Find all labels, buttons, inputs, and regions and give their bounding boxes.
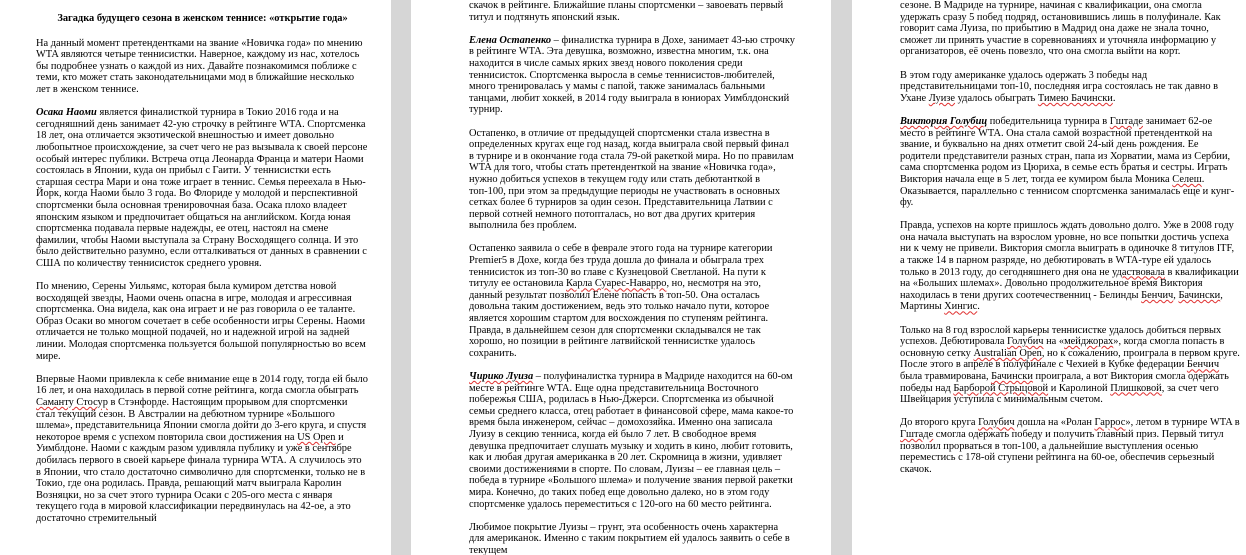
spellcheck-word[interactable]: Бенчич [1141,289,1174,301]
osaka-name: Осака Наоми [36,107,97,119]
ostapenko-paragraph-2: Остапенко, в отличие от предыдущей спортсменки стала известна в определенных кругах еще год назад, когда выиграла свой первый финал в турнире и в окончание года стала 79-ой ракеткой мира. Но по правилам WTA для того, чтобы стать претенденткой на звание «Новичка года», нужно добиться успехов в текущем году или стать дебютанткой в топ-100, при этом за предыдущие периоды не участвовать в основных сетках более 6 турниров за один сезон. Представительница Латвии с первой сотней немного потопталась, но вот два других критерия выполнила без проблем. [469,127,794,232]
golubic-name: Виктория Голубиц [900,115,988,127]
spellcheck-word[interactable]: Тимею Бачински [1037,92,1113,104]
puig-name[interactable]: Чирико Луиза [469,371,534,382]
osaka-paragraph-3: Впервые Наоми привлекла к себе внимание еще в 2014 году, тогда ей было 16 лет, и она находилась в первой сотне рейтинга, когда смогла обыграть Саманту Стосур в Стэнфорде. Настоящим прорывом для спортсменки стал текущий сезон. В Австралии на дебютном турнире «Большого шлема», представительница Японии смогла дойти до 3-его круга, и спустя некоторое время с успехом повторила свои достижения на US Open и Уимблдоне. Наоми с каждым разом удивляла публику и уже в сентябре добилась первого в своей карьере финала турнира WTA. А случилось это в Японии, что стало достаточно символично для спортсменки, только не в Токио, где она родилась. Правда, решающий матч выиграла Каролин Возняцки, но за счет этого турнира Осаки с 205-ого места с января текущего года в мировой классификации передвинулась на 42-ое, а это достаточно стремительный [36,373,368,524]
spellcheck-word[interactable]: Хингис [944,301,978,313]
ostapenko-name: Елена Остапенко [469,34,552,46]
spellcheck-word[interactable]: Бачински [1178,289,1221,301]
osaka-paragraph-1: Осака Наоми является финалисткой турнира в Токио 2016 года и на сегодняшний день занимает 42-ую строчку в рейтинге WTA. Спортсменка 18 лет, она отличается экзотической внешностью и имеет довольно любопытное происхождение, за счет чего не раз вызывала к своей персоне особый интерес публики. Встреча отца Леонарда Франца и матери Наоми состоялась в Японии, куда он прибыл с Гаити. У теннисистки есть старшая сестра Мари и она тоже играет в теннис. Семья переехала в Нью-Йорк, когда Наоми было 3 года. Во Флориде у молодой и перспективной спортсменки была основная тренировочная база. Осака плохо владеет японским языком и предпочитает общаться на английском. Когда юная спортсменка подавала первые надежды, ее отец, настоял на смене фамилии, чтобы Наоми выступала за Страну Восходящего солнца. И это было действительно разумно, если отталкиваться от данных в сравнении с США по количеству теннисисток среднего уровня. [36,107,368,269]
golubic-paragraph-2: Правда, успехов на корте пришлось ждать довольно долго. Уже в 2008 году она начала выступать на взрослом уровне, но все попытки достичь успеха ни к чему не привели. Виктория смогла выиграть в одиночке 8 титулов ITF, а также 14 в парном разряде, но дебютировать в WTA-туре ей удалось только в 2013 году, до сегодняшнего дня она не удаствовала в квалификации на «Больших шлемах». Довольно продолжительное время Виктория находилась в тени других соотечественниц - Белинды Бенчич, Бачински, Мартины Хингис. [900,220,1239,313]
intro-paragraph: На данный момент претендентками на звание «Новичка года» по мнению WTA являются четыре теннисистки. Наверное, каждому из нас, хотелось бы подробнее узнать о каждой из них. Давайте познакомимся поближе с теми, кто может стать законодательницами мод в ближайшие несколько лет в женском теннисе. [36,37,363,95]
ostapenko-paragraph-1: Елена Остапенко – финалистка турнира в Дохе, занимает 43-ью строчку в рейтинге WTA. Эта девушка, возможно, известна многим, т.к. она находится в числе самых ярких звезд нового поколения среди теннисисток. Спортсменка выросла в семье теннисистов-любителей, много тренировалась у мамы с папой, также занималась бальными танцами, любит хоккей, в 2014 году выиграла в юниорах Уимблдонский турнир. [469,34,795,116]
article-title: Загадка будущего сезона в женском теннисе: «открытие года» [57,13,348,24]
golubic-paragraph-3: Только на 8 год взрослой карьеры теннисистке удалось добиться первых успехов. Дебютировала Голубич на «мейджорах», когда смогла попасть в основную сетку Australian Open, но к сожалению, проиграла в первом круге. После этого в апреле в полуфинале с Чехией в Кубке федерации Бенчич была травмирована, Бачински проиграла, а вот Виктория смогла одержать победы над Барборой Стрыцовой и Каролиной Плишковой, за счет чего Швейцария уступила с минимальным счетом. [900,324,1240,406]
spellcheck-word[interactable]: Барборой Стрыцовой [953,382,1049,394]
puig-paragraph-3: В этом году американке удалось одержать 3 победы над представительницами топ-10, последняя игра состоялась не так давно в Ухане Луизе удалось обыграть Тимею Бачински. [900,69,1219,104]
spellcheck-word[interactable]: Плишковой [1110,382,1162,394]
spellcheck-word[interactable]: Бенчич [1186,359,1220,371]
spellcheck-word[interactable]: Гштаде [900,428,934,440]
spellcheck-word[interactable]: Голубич [1007,336,1044,348]
spellcheck-word[interactable]: Саманту Стосур [36,397,108,408]
ostapenko-paragraph-3: Остапенко заявила о себе в феврале этого года на турнире категории Premier5 в Дохе, когда без труда дошла до финала и обыграла трех теннисисток из топ-30 во главе с Кузнецовой Светланой. На пути к титулу ее остановила Карла Суарес-Наварро, но, несмотря на это, данный результат позволил Елене попасть в топ-50. Она осталась довольна таким достижением, ведь это только начало пути, которое является хорошим стартом для восхождения по ступеням рейтинга. Правда, в дальнейшем сезон для спортсменки складывался не так хорошо, но позиции в рейтинге латвийской теннисистке удалось сохранить. [469,243,773,359]
spellcheck-word[interactable]: Australian Open [973,347,1042,359]
golubic-paragraph-1: Виктория Голубиц победительница турнира в Гштаде занимает 62-ое место в рейтинге WTA. Она стала самой возрастной претенденткой на звание, и буквально на днях отметит свой 24-ый день рождения. Ее родители представители разных стран, папа из Хорватии, мама из Сербии, сама спортсменка родом из Цюриха, в семье есть братья и сестры. Играть Виктория начала еще в 5 лет, тогда ее кумиром была Моника Селеш. Оказывается, параллельно с теннисом спортсменка занималась еще и кунг-фу. [900,115,1235,209]
spellcheck-word[interactable]: Голубич [978,417,1015,429]
spellcheck-word[interactable]: Луизе [928,92,956,104]
spellcheck-word[interactable]: Гштаде [1109,115,1143,127]
golubic-paragraph-4: До второго круга Голубич дошла на «Ролан Гаррос», летом в турнире WTA в Гштаде смогла одержать победу и получить главный приз. Первый титул позволил прорваться в топ-100, а дальнейшие выступления осенью переместись с 178-ой ступени рейтинга на 60-ое, обеспечив серьезный скачок. [900,417,1240,475]
spellcheck-word[interactable]: Селеш [1172,173,1202,185]
document-page-1 [0,0,391,555]
document-page-3 [852,0,1246,555]
document-page-2 [411,0,831,555]
spellcheck-word[interactable]: мейджорах [1064,336,1114,348]
puig-paragraph-2: Любимое покрытие Луизы – грунт, эта особенность очень характерна для американок. Именно с таким покрытием ей удалось заявить о себе в текущем [469,521,790,555]
puig-paragraph-1: Чирико Луиза – полуфиналистка турнира в Мадриде находится на 60-ом месте в рейтинге WTA. Еще одна представительница Восточного побережья США, родилась в Нью-Джерси. Спортсменка из обычной семьи среднего класса, отец работает в финансовой сфере, мама какое-то время была инженером, сейчас – домохозяйка. Именно она записала Луизу в секцию тенниса, когда ей было 7 лет. В свободное время девушка предпочитает слушать музыку и ходить в кино, любит готовить, как и любая другая американка в 20 лет. Скромница в жизни, удивляет своими достижениями в спорте. По словам, Луизы – ее главная цель – победа в турнире «Большого шлема» и получение звания первой ракетки мира. Конечно, до таких побед еще довольно далеко, но в этом году спортсменке удалось переместиться с 120-ого на 60 место рейтинга. [469,371,794,510]
spellcheck-word[interactable]: US Open [297,431,336,443]
spellcheck-word[interactable]: Гаррос [1094,417,1126,429]
spellcheck-word[interactable]: удаствовала [1112,266,1165,278]
osaka-paragraph-2: По мнению, Серены Уильямс, которая была кумиром детства новой восходящей звезды, Наоми очень опасна в игре, молодая и агрессивная спортсменка. Она видела, как она играет и не раз говорила о ее таланте. Образ Осаки во многом сочетает в себе особенности игры Серены. Наоми отличается не только мощной подачей, но и надежной игрой на задней линии. Молодая спортсменка пользуется большой популярностью во всем мире. [36,281,366,362]
spellcheck-word[interactable]: Карла Суарес-Наварро [566,278,667,290]
osaka-continuation: скачок в рейтинге. Ближайшие планы спортсменки – завоевать первый титул и подтянуть японский язык. [469,0,784,23]
spellcheck-word[interactable]: Бачински [991,371,1033,382]
puig-continuation: сезоне. В Мадриде на турнире, начиная с квалификации, она смогла удержать сразу 5 побед подряд, остановившись лишь в полуфинале. Как говорит сама Луиза, по прибытию в Мадрид она даже не знала точно, сможет ли принять участие в соревнованиях и уточняла информацию у организаторов, её очень повезло, что она смогла выйти на корт. [900,0,1221,58]
